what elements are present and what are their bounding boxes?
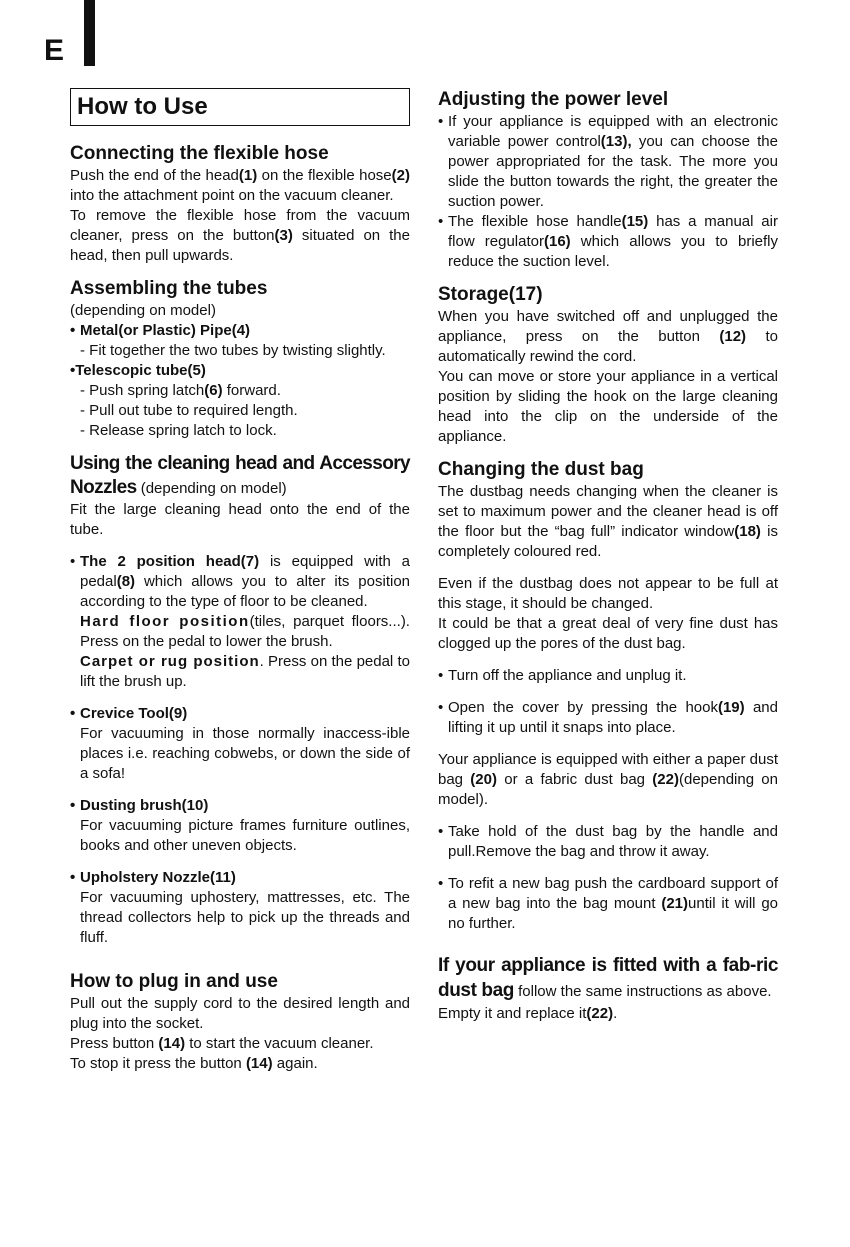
dust-bag-bullet-2: • Open the cover by pressing the hook(19) and lifting it up until it snaps into place. <box>438 698 778 738</box>
nozzles-text: Fit the large cleaning head onto the end of the tube. <box>70 501 410 538</box>
power-section <box>438 88 778 272</box>
connecting-text-1: Push the end of the head(1) on the flexible hose(2) into the attachment point on the vacuum cleaner. <box>70 167 410 204</box>
dusting-brush-label: • Dusting brush(10) <box>70 796 410 816</box>
carpet-text: Carpet or rug position. Press on the pedal to lift the brush up. <box>80 653 410 690</box>
fabric-bag-text-2: Empty it and replace it(22). <box>438 1005 618 1022</box>
assembling-section <box>70 277 410 441</box>
crevice-tool-text: For vacuuming in those normally inaccess-ible places i.e. reaching cobwebs, or down the side of a sofa! <box>80 725 410 782</box>
telescopic-step-2: - Pull out tube to required length. <box>80 402 298 419</box>
right-column <box>438 88 778 1035</box>
telescopic-step-1: - Push spring latch(6) forward. <box>80 382 281 399</box>
plug-text-1: Pull out the supply cord to the desired length and plug into the socket. <box>70 995 410 1032</box>
telescopic-label: •Telescopic tube(5) <box>70 362 206 379</box>
dust-bag-text-1: The dustbag needs changing when the cleaner is set to maximum power and the cleaner head is off the floor but the “bag full” indicator window(18) is completely coloured red. <box>438 483 778 560</box>
dust-bag-text-2: Even if the dustbag does not appear to be full at this stage, it should be changed. <box>438 575 778 612</box>
dust-bag-text-3: It could be that a great deal of very fine dust has clogged up the pores of the dust bag. <box>438 615 778 652</box>
power-heading: Adjusting the power level <box>438 89 669 110</box>
nozzles-heading: Using the cleaning head and Accessory Nozzles <box>70 453 410 498</box>
power-bullet-2: • The flexible hose handle(15) has a manual air flow regulator(16) which allows you to briefly reduce the suction level. <box>438 212 778 272</box>
metal-pipe-label: • Metal(or Plastic) Pipe(4) <box>70 321 410 341</box>
dust-bag-section <box>438 458 778 934</box>
storage-text-1: When you have switched off and unplugged the appliance, press on the button (12) to automatically rewind the cord. <box>438 308 778 365</box>
two-position-head-item: • The 2 position head(7) is equipped with a pedal(8) which allows you to alter its position according to the type of floor to be cleaned. <box>70 552 410 612</box>
assembling-heading: Assembling the tubes <box>70 278 268 299</box>
nozzles-heading-line: Using the cleaning head and Accessory Nozzles (depending on model) <box>70 453 410 498</box>
page-title: How to Use <box>77 93 208 120</box>
plug-text-3: To stop it press the button (14) again. <box>70 1055 318 1072</box>
plug-section <box>70 970 410 1074</box>
power-bullet-1: • If your appliance is equipped with an electronic variable power control(13), you can choose the power appropriated for the task. The more you slide the button towards the right, the greater the suction power. <box>438 112 778 212</box>
language-bar <box>84 0 95 66</box>
upholstery-text: For vacuuming uphostery, mattresses, etc. The thread collectors help to pick up the threads and fluff. <box>80 889 410 946</box>
connecting-heading: Connecting the flexible hose <box>70 143 329 164</box>
dust-bag-heading: Changing the dust bag <box>438 459 644 480</box>
fabric-bag-heading: If your appliance is fitted with a fab-ric dust bag <box>438 955 778 1001</box>
storage-text-2: You can move or store your appliance in a vertical position by sliding the hook on the large cleaning head into the clip on the underside of the appliance. <box>438 368 778 445</box>
plug-text-2: Press button (14) to start the vacuum cleaner. <box>70 1035 374 1052</box>
left-column <box>70 88 410 1085</box>
dusting-brush-text: For vacuuming picture frames furniture outlines, books and other uneven objects. <box>80 817 410 854</box>
telescopic-step-3: - Release spring latch to lock. <box>80 422 277 439</box>
storage-section <box>438 283 778 447</box>
fabric-bag-text-1: If your appliance is fitted with a fab-ric dust bag follow the same instructions as above. <box>438 955 778 1001</box>
hard-floor-text: Hard floor position(tiles, parquet floors...). Press on the pedal to lower the brush. <box>80 613 410 650</box>
storage-heading: Storage(17) <box>438 284 543 305</box>
nozzles-section <box>70 452 410 948</box>
language-marker: E <box>44 34 65 67</box>
connecting-section <box>70 142 410 266</box>
upholstery-label: • Upholstery Nozzle(11) <box>70 868 410 888</box>
dust-bag-bullet-3: • Take hold of the dust bag by the handle and pull.Remove the bag and throw it away. <box>438 822 778 862</box>
assembling-subtitle: (depending on model) <box>70 302 216 319</box>
metal-pipe-step: - Fit together the two tubes by twisting slightly. <box>80 342 386 359</box>
section-title-box <box>70 88 410 126</box>
dust-bag-text-4: Your appliance is equipped with either a paper dust bag (20) or a fabric dust bag (22)(depending on model). <box>438 751 778 808</box>
plug-heading: How to plug in and use <box>70 971 278 992</box>
dust-bag-bullet-4: • To refit a new bag push the cardboard support of a new bag into the bag mount (21)until it will go no further. <box>438 874 778 934</box>
crevice-tool-label: • Crevice Tool(9) <box>70 704 410 724</box>
connecting-text-2: To remove the flexible hose from the vacuum cleaner, press on the button(3) situated on the head, then pull upwards. <box>70 207 410 264</box>
fabric-bag-section <box>438 954 778 1024</box>
dust-bag-bullet-1: • Turn off the appliance and unplug it. <box>438 666 778 686</box>
